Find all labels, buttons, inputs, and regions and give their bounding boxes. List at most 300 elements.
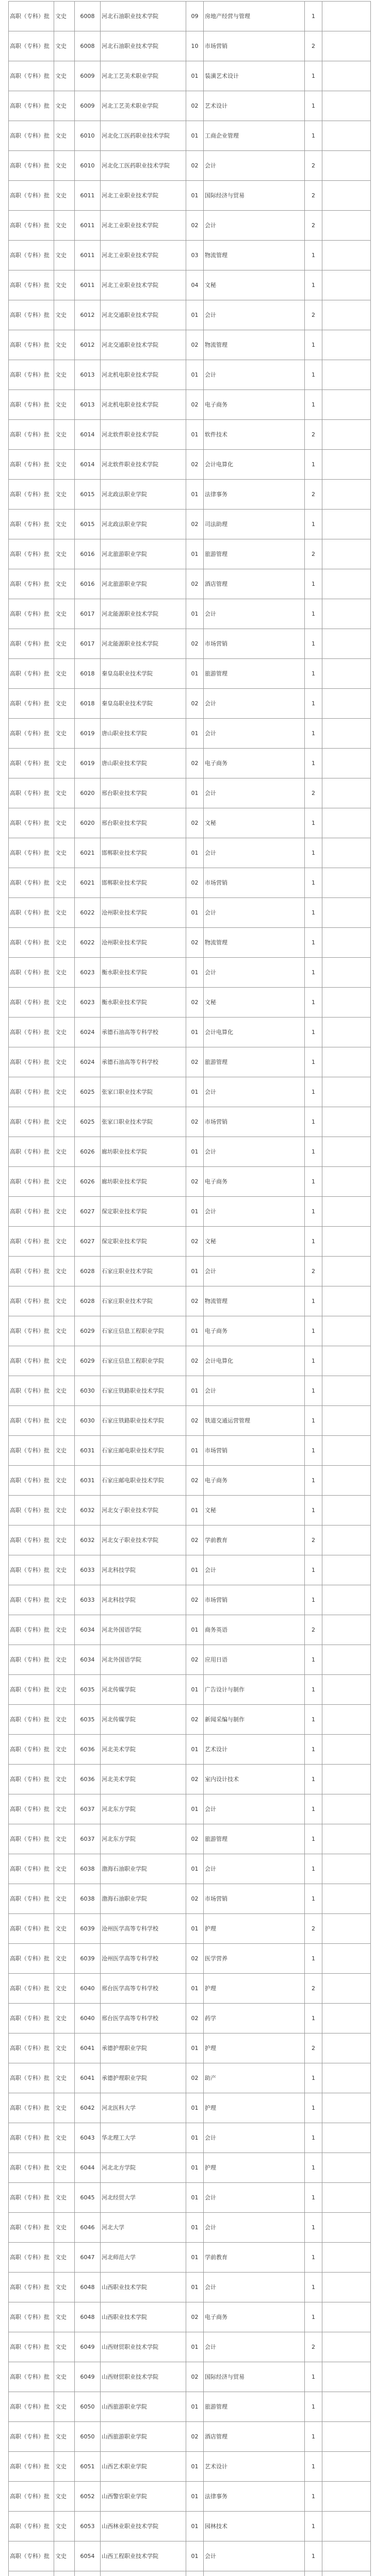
major-name-cell: 会计电算化 <box>204 1346 305 1376</box>
batch-cell: 高职（专科）批 <box>9 1794 54 1824</box>
major-code-cell: 02 <box>186 629 204 659</box>
category-cell: 文史 <box>54 510 75 539</box>
table-row <box>9 390 371 420</box>
remark-cell <box>322 2482 371 2512</box>
admission-plan-table <box>8 1 371 2576</box>
table-row <box>9 1197 371 1227</box>
category-cell: 文史 <box>54 1735 75 1765</box>
school-name-cell: 河北美术学院 <box>101 1765 186 1794</box>
plan-count-cell: 1 <box>305 808 322 838</box>
major-code-cell: 02 <box>186 1944 204 1974</box>
table-row <box>9 1137 371 1167</box>
school-name-cell: 山西林业职业技术学院 <box>101 2512 186 2541</box>
category-cell: 文史 <box>54 1466 75 1496</box>
batch-cell: 高职（专科）批 <box>9 1167 54 1197</box>
category-cell: 文史 <box>54 2392 75 2422</box>
batch-cell: 高职（专科）批 <box>9 1496 54 1526</box>
batch-cell: 高职（专科）批 <box>9 1615 54 1645</box>
batch-cell: 高职（专科）批 <box>9 928 54 958</box>
remark-cell <box>322 778 371 808</box>
major-name-cell: 国际经济与贸易 <box>204 2362 305 2392</box>
plan-count-cell: 1 <box>305 1735 322 1765</box>
category-cell: 文史 <box>54 211 75 241</box>
major-name-cell: 市场营销 <box>204 1884 305 1914</box>
category-cell: 文史 <box>54 988 75 1018</box>
school-code-cell: 6026 <box>75 1137 101 1167</box>
category-cell: 文史 <box>54 1944 75 1974</box>
plan-count-cell: 1 <box>305 2183 322 2213</box>
plan-count-cell: 2 <box>305 2033 322 2063</box>
school-name-cell: 河北传媒学院 <box>101 1675 186 1705</box>
school-code-cell: 6010 <box>75 121 101 151</box>
school-code-cell: 6047 <box>75 2243 101 2273</box>
plan-count-cell: 2 <box>305 1974 322 2004</box>
school-name-cell: 山西职业技术学院 <box>101 2273 186 2302</box>
category-cell: 文史 <box>54 2541 75 2571</box>
category-cell: 文史 <box>54 599 75 629</box>
major-name-cell: 酒店管理 <box>204 569 305 599</box>
table-row <box>9 838 371 868</box>
batch-cell: 高职（专科）批 <box>9 2093 54 2123</box>
table-row <box>9 659 371 689</box>
batch-cell: 高职（专科）批 <box>9 1765 54 1794</box>
major-code-cell: 01 <box>186 61 204 91</box>
school-name-cell: 河北工业职业技术学院 <box>101 181 186 211</box>
school-name-cell: 河北石油职业技术学院 <box>101 31 186 61</box>
category-cell: 文史 <box>54 121 75 151</box>
school-name-cell: 秦皇岛职业技术学院 <box>101 659 186 689</box>
plan-count-cell: 1 <box>305 2422 322 2452</box>
school-name-cell: 河北东方学院 <box>101 1824 186 1854</box>
remark-cell <box>322 838 371 868</box>
major-code-cell: 02 <box>186 1167 204 1197</box>
major-code-cell: 01 <box>186 2243 204 2273</box>
major-name-cell: 会计 <box>204 2123 305 2153</box>
school-code-cell: 6048 <box>75 2273 101 2302</box>
school-code-cell: 6050 <box>75 2392 101 2422</box>
batch-cell: 高职（专科）批 <box>9 599 54 629</box>
major-code-cell: 01 <box>186 2183 204 2213</box>
school-code-cell: 6016 <box>75 539 101 569</box>
category-cell: 文史 <box>54 330 75 360</box>
major-code-cell: 02 <box>186 1107 204 1137</box>
school-code-cell: 6032 <box>75 1526 101 1555</box>
school-code-cell: 6036 <box>75 1735 101 1765</box>
remark-cell <box>322 1167 371 1197</box>
major-code-cell: 02 <box>186 1884 204 1914</box>
category-cell: 文史 <box>54 868 75 898</box>
table-row <box>9 1316 371 1346</box>
batch-cell: 高职（专科）批 <box>9 1227 54 1257</box>
major-code-cell: 02 <box>186 1346 204 1376</box>
category-cell: 文史 <box>54 1794 75 1824</box>
school-code-cell: 6031 <box>75 1436 101 1466</box>
major-name-cell: 会计 <box>204 360 305 390</box>
major-name-cell: 酒店管理 <box>204 2422 305 2452</box>
school-code-cell: 6037 <box>75 1824 101 1854</box>
major-code-cell: 01 <box>186 360 204 390</box>
school-name-cell: 河北旅游职业学院 <box>101 569 186 599</box>
category-cell: 文史 <box>54 1765 75 1794</box>
plan-count-cell: 1 <box>305 1197 322 1227</box>
major-name-cell: 铁道交通运营管理 <box>204 1406 305 1436</box>
plan-count-cell: 2 <box>305 1526 322 1555</box>
batch-cell: 高职（专科）批 <box>9 659 54 689</box>
major-code-cell: 01 <box>186 480 204 510</box>
major-name-cell: 物流管理 <box>204 330 305 360</box>
batch-cell: 高职（专科）批 <box>9 868 54 898</box>
school-name-cell: 石家庄邮电职业技术学院 <box>101 1436 186 1466</box>
plan-count-cell: 1 <box>305 2512 322 2541</box>
major-code-cell: 01 <box>186 181 204 211</box>
school-code-cell: 6025 <box>75 1077 101 1107</box>
major-code-cell: 01 <box>186 1794 204 1824</box>
major-name-cell: 会计 <box>204 1257 305 1286</box>
major-name-cell: 室内设计技术 <box>204 1765 305 1794</box>
remark-cell <box>322 599 371 629</box>
table-row <box>9 121 371 151</box>
major-name-cell <box>204 2571 305 2576</box>
table-row <box>9 2183 371 2213</box>
major-name-cell: 电子商务 <box>204 749 305 778</box>
major-name-cell: 艺术设计 <box>204 91 305 121</box>
remark-cell <box>322 241 371 270</box>
plan-count-cell: 1 <box>305 2362 322 2392</box>
plan-count-cell: 1 <box>305 1466 322 1496</box>
major-name-cell: 会计 <box>204 1854 305 1884</box>
major-name-cell: 园林技术 <box>204 2512 305 2541</box>
major-code-cell: 01 <box>186 2033 204 2063</box>
school-code-cell: 6028 <box>75 1257 101 1286</box>
school-code-cell: 6018 <box>75 659 101 689</box>
batch-cell: 高职（专科）批 <box>9 629 54 659</box>
batch-cell: 高职（专科）批 <box>9 1018 54 1047</box>
table-row <box>9 599 371 629</box>
major-code-cell: 02 <box>186 569 204 599</box>
school-name-cell: 河北女子职业技术学院 <box>101 1526 186 1555</box>
major-code-cell: 01 <box>186 121 204 151</box>
major-name-cell: 新闻采编与制作 <box>204 1705 305 1735</box>
table-row <box>9 2541 371 2571</box>
major-name-cell: 护理 <box>204 2093 305 2123</box>
plan-count-cell: 2 <box>305 211 322 241</box>
category-cell: 文史 <box>54 480 75 510</box>
major-code-cell: 01 <box>186 2482 204 2512</box>
plan-count-cell: 1 <box>305 270 322 300</box>
major-name-cell: 文秘 <box>204 1496 305 1526</box>
category-cell: 文史 <box>54 1286 75 1316</box>
table-row <box>9 1018 371 1047</box>
school-code-cell: 6033 <box>75 1585 101 1615</box>
table-row <box>9 1406 371 1436</box>
batch-cell: 高职（专科）批 <box>9 2123 54 2153</box>
school-code-cell: 6038 <box>75 1854 101 1884</box>
plan-count-cell: 2 <box>305 181 322 211</box>
table-row <box>9 988 371 1018</box>
school-code-cell: 6019 <box>75 749 101 778</box>
school-code-cell: 6021 <box>75 868 101 898</box>
table-row <box>9 420 371 450</box>
school-name-cell: 邢台职业技术学院 <box>101 808 186 838</box>
remark-cell <box>322 211 371 241</box>
category-cell: 文史 <box>54 629 75 659</box>
school-code-cell: 6017 <box>75 599 101 629</box>
remark-cell <box>322 2243 371 2273</box>
school-name-cell: 河北工业职业技术学院 <box>101 270 186 300</box>
school-name-cell: 河北外国语学院 <box>101 1615 186 1645</box>
remark-cell <box>322 1914 371 1944</box>
plan-count-cell: 1 <box>305 569 322 599</box>
school-name-cell: 河北美术学院 <box>101 1735 186 1765</box>
table-row <box>9 91 371 121</box>
category-cell: 文史 <box>54 659 75 689</box>
school-name-cell: 唐山职业技术学院 <box>101 719 186 749</box>
major-code-cell: 01 <box>186 2541 204 2571</box>
major-code-cell: 02 <box>186 1585 204 1615</box>
category-cell: 文史 <box>54 2213 75 2243</box>
remark-cell <box>322 510 371 539</box>
category-cell: 文史 <box>54 539 75 569</box>
batch-cell: 高职（专科）批 <box>9 1555 54 1585</box>
remark-cell <box>322 1884 371 1914</box>
plan-count-cell: 1 <box>305 61 322 91</box>
school-name-cell: 张家口职业技术学院 <box>101 1107 186 1137</box>
school-code-cell: 6039 <box>75 1914 101 1944</box>
table-row <box>9 569 371 599</box>
school-code-cell: 6034 <box>75 1645 101 1675</box>
remark-cell <box>322 808 371 838</box>
table-row <box>9 719 371 749</box>
school-code-cell: 6012 <box>75 300 101 330</box>
category-cell: 文史 <box>54 151 75 181</box>
major-code-cell: 09 <box>186 2 204 31</box>
batch-cell: 高职（专科）批 <box>9 898 54 928</box>
school-name-cell: 河北交通职业技术学院 <box>101 300 186 330</box>
school-name-cell: 河北机电职业技术学院 <box>101 360 186 390</box>
plan-count-cell: 1 <box>305 2213 322 2243</box>
category-cell: 文史 <box>54 181 75 211</box>
remark-cell <box>322 1675 371 1705</box>
major-code-cell: 01 <box>186 1854 204 1884</box>
major-name-cell: 会计电算化 <box>204 1018 305 1047</box>
major-code-cell: 02 <box>186 211 204 241</box>
major-code-cell: 01 <box>186 2392 204 2422</box>
major-code-cell: 02 <box>186 1705 204 1735</box>
category-cell: 文史 <box>54 689 75 719</box>
major-name-cell: 物流管理 <box>204 1286 305 1316</box>
major-code-cell: 02 <box>186 390 204 420</box>
school-name-cell: 石家庄职业技术学院 <box>101 1286 186 1316</box>
plan-count-cell: 1 <box>305 241 322 270</box>
category-cell: 文史 <box>54 2183 75 2213</box>
category-cell: 文史 <box>54 808 75 838</box>
major-code-cell: 01 <box>186 1974 204 2004</box>
batch-cell: 高职（专科）批 <box>9 1137 54 1167</box>
plan-count-cell: 1 <box>305 2452 322 2482</box>
school-name-cell: 河北软件职业技术学院 <box>101 420 186 450</box>
category-cell: 文史 <box>54 1675 75 1705</box>
plan-count-cell: 1 <box>305 1645 322 1675</box>
category-cell: 文史 <box>54 778 75 808</box>
category-cell: 文史 <box>54 1555 75 1585</box>
remark-cell <box>322 360 371 390</box>
table-row <box>9 300 371 330</box>
remark-cell <box>322 629 371 659</box>
major-name-cell: 房地产经营与管理 <box>204 2 305 31</box>
school-name-cell: 河北大学 <box>101 2213 186 2243</box>
major-name-cell: 会计 <box>204 2332 305 2362</box>
major-code-cell: 01 <box>186 599 204 629</box>
table-row <box>9 2213 371 2243</box>
remark-cell <box>322 390 371 420</box>
major-code-cell: 02 <box>186 1645 204 1675</box>
remark-cell <box>322 2362 371 2392</box>
plan-count-cell: 1 <box>305 1854 322 1884</box>
remark-cell <box>322 1257 371 1286</box>
major-code-cell: 04 <box>186 270 204 300</box>
plan-count-cell: 1 <box>305 1824 322 1854</box>
major-code-cell: 02 <box>186 2302 204 2332</box>
major-code-cell: 01 <box>186 2273 204 2302</box>
major-code-cell: 01 <box>186 300 204 330</box>
major-name-cell: 学前教育 <box>204 2243 305 2273</box>
category-cell: 文史 <box>54 2452 75 2482</box>
major-code-cell: 02 <box>186 988 204 1018</box>
batch-cell: 高职（专科）批 <box>9 1376 54 1406</box>
school-name-cell: 石家庄信息工程职业学院 <box>101 1316 186 1346</box>
remark-cell <box>322 2512 371 2541</box>
school-name-cell: 华北理工大学 <box>101 2123 186 2153</box>
category-cell: 文史 <box>54 2422 75 2452</box>
plan-count-cell: 1 <box>305 1286 322 1316</box>
remark-cell <box>322 1854 371 1884</box>
major-name-cell: 学前教育 <box>204 1526 305 1555</box>
school-code-cell: 6033 <box>75 1555 101 1585</box>
school-code-cell: 6037 <box>75 1794 101 1824</box>
category-cell: 文史 <box>54 1316 75 1346</box>
major-code-cell: 01 <box>186 1735 204 1765</box>
table-row <box>9 480 371 510</box>
remark-cell <box>322 988 371 1018</box>
category-cell: 文史 <box>54 1824 75 1854</box>
major-name-cell: 电子商务 <box>204 2302 305 2332</box>
table-row <box>9 1735 371 1765</box>
plan-count-cell: 1 <box>305 1705 322 1735</box>
major-name-cell: 药学 <box>204 2004 305 2033</box>
remark-cell <box>322 2541 371 2571</box>
plan-count-cell <box>305 2571 322 2576</box>
major-name-cell: 艺术设计 <box>204 1735 305 1765</box>
batch-cell: 高职（专科）批 <box>9 2153 54 2183</box>
major-code-cell: 01 <box>186 1496 204 1526</box>
remark-cell <box>322 91 371 121</box>
plan-count-cell: 1 <box>305 2 322 31</box>
school-code-cell: 6029 <box>75 1346 101 1376</box>
table-row <box>9 2243 371 2273</box>
plan-count-cell: 1 <box>305 2004 322 2033</box>
batch-cell: 高职（专科）批 <box>9 2 54 31</box>
remark-cell <box>322 719 371 749</box>
category-cell: 文史 <box>54 1376 75 1406</box>
batch-cell: 高职（专科）批 <box>9 151 54 181</box>
school-code-cell: 6031 <box>75 1466 101 1496</box>
school-name-cell: 山西工程职业技术学院 <box>101 2541 186 2571</box>
remark-cell <box>322 659 371 689</box>
batch-cell: 高职（专科）批 <box>9 2213 54 2243</box>
plan-count-cell: 2 <box>305 300 322 330</box>
plan-count-cell: 1 <box>305 330 322 360</box>
table-row <box>9 1346 371 1376</box>
school-code-cell: 6045 <box>75 2183 101 2213</box>
school-code-cell: 6048 <box>75 2302 101 2332</box>
category-cell: 文史 <box>54 450 75 480</box>
table-row <box>9 2302 371 2332</box>
table-row <box>9 1914 371 1944</box>
batch-cell: 高职（专科）批 <box>9 2063 54 2093</box>
plan-count-cell: 1 <box>305 1884 322 1914</box>
category-cell: 文史 <box>54 1077 75 1107</box>
major-code-cell: 01 <box>186 2332 204 2362</box>
school-code-cell <box>75 2571 101 2576</box>
remark-cell <box>322 689 371 719</box>
plan-count-cell: 1 <box>305 2392 322 2422</box>
major-code-cell: 02 <box>186 2004 204 2033</box>
major-name-cell: 会计 <box>204 151 305 181</box>
batch-cell: 高职（专科）批 <box>9 838 54 868</box>
major-name-cell: 会计 <box>204 300 305 330</box>
category-cell: 文史 <box>54 1047 75 1077</box>
table-row <box>9 1257 371 1286</box>
plan-count-cell: 1 <box>305 1167 322 1197</box>
major-name-cell: 护理 <box>204 1974 305 2004</box>
batch-cell: 高职（专科）批 <box>9 1735 54 1765</box>
table-row <box>9 1675 371 1705</box>
remark-cell <box>322 1794 371 1824</box>
major-code-cell: 02 <box>186 1227 204 1257</box>
plan-count-cell: 1 <box>305 1555 322 1585</box>
major-name-cell: 护理 <box>204 2033 305 2063</box>
remark-cell <box>322 1047 371 1077</box>
school-name-cell: 河北师范大学 <box>101 2243 186 2273</box>
school-name-cell: 衡水职业技术学院 <box>101 958 186 988</box>
plan-count-cell: 1 <box>305 2093 322 2123</box>
table-row <box>9 539 371 569</box>
major-name-cell: 物流管理 <box>204 241 305 270</box>
table-row <box>9 868 371 898</box>
plan-count-cell: 1 <box>305 749 322 778</box>
category-cell: 文史 <box>54 2362 75 2392</box>
school-code-cell: 6011 <box>75 270 101 300</box>
school-code-cell: 6035 <box>75 1705 101 1735</box>
category-cell: 文史 <box>54 2243 75 2273</box>
batch-cell: 高职（专科）批 <box>9 211 54 241</box>
batch-cell: 高职（专科）批 <box>9 778 54 808</box>
remark-cell <box>322 1944 371 1974</box>
remark-cell <box>322 2183 371 2213</box>
school-name-cell: 石家庄信息工程职业学院 <box>101 1346 186 1376</box>
remark-cell <box>322 2153 371 2183</box>
school-name-cell: 渤海石油职业学院 <box>101 1854 186 1884</box>
major-name-cell: 会计 <box>204 719 305 749</box>
school-name-cell: 河北外国语学院 <box>101 1645 186 1675</box>
remark-cell <box>322 1197 371 1227</box>
category-cell: 文史 <box>54 1526 75 1555</box>
plan-count-cell: 1 <box>305 2541 322 2571</box>
major-name-cell: 市场营销 <box>204 31 305 61</box>
remark-cell <box>322 1466 371 1496</box>
category-cell: 文史 <box>54 390 75 420</box>
major-code-cell: 01 <box>186 1615 204 1645</box>
